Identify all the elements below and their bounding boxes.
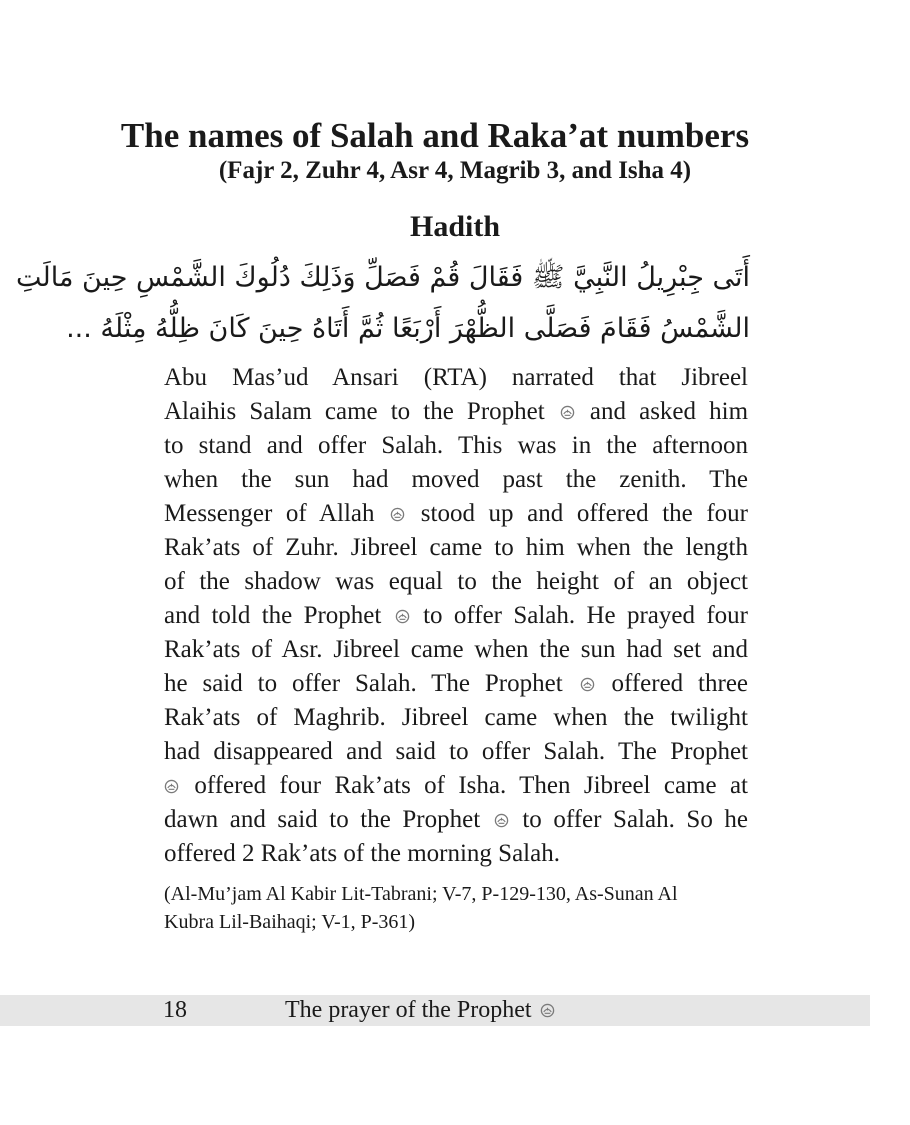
arabic-text-line-2: الشَّمْسُ فَقَامَ فَصَلَّى الظُّهْرَ أَرْبَعًا ثُمَّ أَتَاهُ حِينَ كَانَ ظِلُّهُ مِثْلَهُ ... (66, 313, 750, 344)
page-subtitle: (Fajr 2, Zuhr 4, Asr 4, Magrib 3, and Isha 4) (218, 157, 692, 184)
body-line: offered four Rak’ats of Isha. Then Jibreel came at (164, 769, 748, 803)
body-line: he said to offer Salah. The Prophet offered three (164, 670, 749, 697)
page-title: The names of Salah and Raka’at numbers (120, 116, 750, 155)
honorific-glyph-icon (494, 813, 509, 828)
body-line: dawn and said to the Prophet to offer Salah. So he (164, 806, 748, 833)
arabic-text-line-1: أَتَى جِبْرِيلُ النَّبِيَّ ﷺ فَقَالَ قُمْ فَصَلِّ وَذَلِكَ دُلُوكَ الشَّمْسِ حِينَ مَالَتِ (16, 262, 750, 293)
body-line: Messenger of Allah stood up and offered the four (164, 500, 749, 527)
body-line: Abu Mas’ud Ansari (RTA) narrated that Jibreel (164, 364, 748, 391)
body-line: when the sun had moved past the zenith. The (164, 466, 748, 493)
page-number: 18 (163, 997, 187, 1023)
body-line: Rak’ats of Maghrib. Jibreel came when the twilight (164, 704, 748, 731)
citation-line: Kubra Lil-Baihaqi; V-1, P-361) (164, 911, 416, 933)
honorific-glyph-icon (390, 507, 405, 522)
body-line: Rak’ats of Zuhr. Jibreel came to him when the length (164, 534, 748, 561)
body-line: to stand and offer Salah. This was in the afternoon (164, 432, 748, 459)
body-line: had disappeared and said to offer Salah. The Prophet (164, 738, 748, 765)
honorific-glyph-icon (164, 779, 179, 794)
running-footer-title: The prayer of the Prophet (285, 995, 557, 1026)
body-line: and told the Prophet to offer Salah. He prayed four (164, 602, 749, 629)
body-line: offered 2 Rak’ats of the morning Salah. (164, 840, 560, 867)
honorific-glyph-icon (395, 609, 410, 624)
honorific-glyph-icon (540, 1003, 555, 1018)
honorific-glyph-icon (580, 677, 595, 692)
citation (164, 880, 754, 936)
hadith-translation (164, 361, 748, 871)
body-line: of the shadow was equal to the height of an object (164, 568, 748, 595)
honorific-glyph-icon (560, 405, 575, 420)
citation-line: (Al-Mu’jam Al Kabir Lit-Tabrani; V-7, P-129-130, As-Sunan Al (164, 883, 678, 905)
body-line: Alaihis Salam came to the Prophet and asked him (164, 398, 749, 425)
body-line: Rak’ats of Asr. Jibreel came when the sun had set and (164, 636, 748, 663)
section-heading: Hadith (409, 210, 501, 243)
